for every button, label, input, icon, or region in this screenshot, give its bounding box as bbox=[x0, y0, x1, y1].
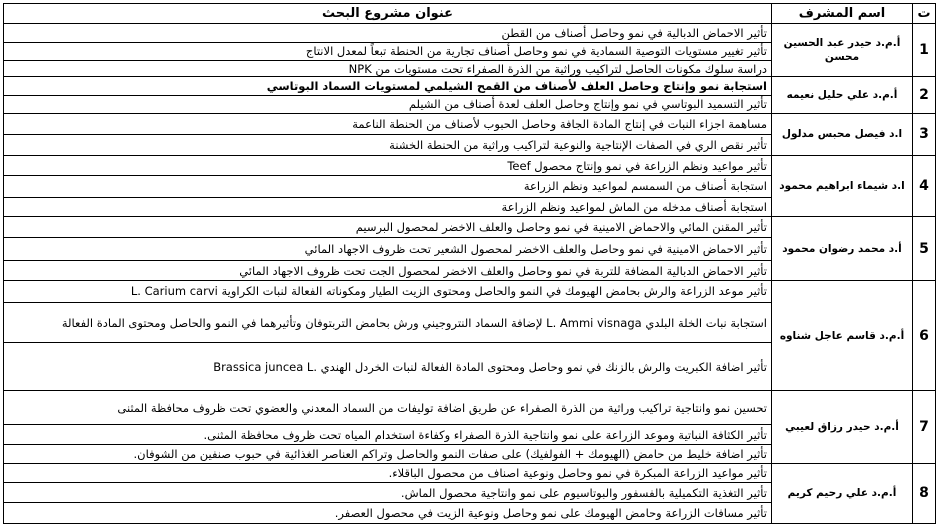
project-title: تأثير التسميد البوتاسي في نمو وإنتاج وحاصل العلف لعدة أصناف من الشيلم bbox=[4, 95, 772, 113]
header-row bbox=[4, 4, 936, 24]
project-title: تأثير المقنن المائي والاحماض الامينية في نمو وحاصل والعلف الاخضر لمحصول البرسيم bbox=[4, 217, 772, 238]
project-title: تأثير اضافة خليط من حامض (الهيومك + الفولفيك) على صفات النمو والحاصل وتراكم العناصر الغذائية في حبوب صنفين من الشوفان. bbox=[4, 445, 772, 463]
supervisor-name: أ.د محمد رضوان محمود bbox=[772, 217, 913, 281]
table-row bbox=[4, 24, 936, 42]
row-number: 2 bbox=[913, 77, 936, 114]
supervisor-name: ا.د شيماء ابراهيم محمود bbox=[772, 155, 913, 216]
supervisor-name: أ.م.د حيدر عبد الحسين محسن bbox=[772, 24, 913, 77]
supervisor-name: ا.د فيصل محبس مدلول bbox=[772, 114, 913, 156]
project-title: مساهمة اجزاء النبات في إنتاج المادة الجافة وحاصل الحبوب لأصناف من الحنطة الناعمة bbox=[4, 114, 772, 135]
table-row bbox=[4, 155, 936, 175]
supervisor-name: أ.م.د حيدر رزاق لعيبي bbox=[772, 391, 913, 463]
project-title: تأثير الاحماض الامينية في نمو وحاصل والعلف الاخضر لمحصول الشعير تحت ظروف الاجهاد المائي bbox=[4, 238, 772, 260]
project-title: تأثير مواعيد ونظم الزراعة في نمو وإنتاج محصول Teef bbox=[4, 155, 772, 175]
row-number: 6 bbox=[913, 281, 936, 391]
project-title: استجابة أصناف مدخله من الماش لمواعيد ونظم الزراعة bbox=[4, 197, 772, 216]
row-number: 7 bbox=[913, 391, 936, 463]
header-supervisor: اسم المشرف bbox=[772, 4, 913, 24]
table-row bbox=[4, 114, 936, 135]
project-title: تأثير مسافات الزراعة وحامض الهيومك على نمو وحاصل ونوعية الزيت في محصول العصفر. bbox=[4, 503, 772, 524]
project-title: تأثير الكثافة النباتية وموعد الزراعة على نمو وانتاجية الذرة الصفراء وكفاءة استخدام المياه تحت ظروف محافظة المثنى. bbox=[4, 424, 772, 444]
project-title: استجابة نبات الخلة البلدي L. Ammi visnaga لإضافة السماد النتروجيني ورش بحامض التربتوفان وتأثيرهما في النمو والحاصل ومحتوى المادة الفعالة bbox=[4, 302, 772, 343]
row-number: 4 bbox=[913, 155, 936, 216]
table-row bbox=[4, 217, 936, 238]
project-title: تأثير مواعيد الزراعة المبكرة في نمو وحاصل ونوعية اصناف من محصول الباقلاء. bbox=[4, 463, 772, 482]
table-row bbox=[4, 391, 936, 425]
project-title: تأثير تغيير مستويات التوصية السمادية في نمو وحاصل أصناف تجارية من الحنطة تبعاً لمعدل الانتاج bbox=[4, 42, 772, 60]
project-title: استجابة نمو وإنتاج وحاصل العلف لأصناف من القمح الشيلمي لمستويات السماد البوتاسي bbox=[4, 77, 772, 95]
supervisor-name: أ.م.د علي رحيم كريم bbox=[772, 463, 913, 523]
project-title: تأثير الاحماض الدبالية المضافة للتربة في نمو وحاصل والعلف الاخضر لمحصول الجت تحت ظروف الاجهاد المائي bbox=[4, 260, 772, 280]
table-row bbox=[4, 463, 936, 482]
supervisor-name: أ.م.د قاسم عاجل شناوه bbox=[772, 281, 913, 391]
project-title: تأثير موعد الزراعة والرش بحامض الهيومك في النمو والحاصل ومحتوى الزيت الطيار ومكوناته الفعالة لنبات الكراوية L. Carium carvi bbox=[4, 281, 772, 302]
row-number: 3 bbox=[913, 114, 936, 156]
project-title: استجابة أصناف من السمسم لمواعيد ونظم الزراعة bbox=[4, 176, 772, 197]
project-title: تحسين نمو وانتاجية تراكيب وراثية من الذرة الصفراء عن طريق اضافة توليفات من السماد المعدني والعضوي تحت ظروف محافظة المثنى bbox=[4, 391, 772, 425]
row-number: 8 bbox=[913, 463, 936, 523]
row-number: 5 bbox=[913, 217, 936, 281]
project-title: تأثير نقص الري في الصفات الإنتاجية والنوعية لتراكيب وراثية من الحنطة الخشنة bbox=[4, 135, 772, 155]
research-projects-table bbox=[3, 3, 936, 524]
header-num: ت bbox=[913, 4, 936, 24]
project-title: تأثير الاحماض الدبالية في نمو وحاصل أصناف من القطن bbox=[4, 24, 772, 42]
project-title: دراسة سلوك مكونات الحاصل لتراكيب وراثية من الذرة الصفراء تحت مستويات من NPK bbox=[4, 61, 772, 77]
row-number: 1 bbox=[913, 24, 936, 77]
header-title: عنوان مشروع البحث bbox=[4, 4, 772, 24]
supervisor-name: أ.م.د علي حليل نعيمه bbox=[772, 77, 913, 114]
project-title: تأثير اضافة الكبريت والرش بالزنك في نمو وحاصل ومحتوى المادة الفعالة لنبات الخردل الهندي .Brassica juncea L bbox=[4, 343, 772, 391]
table-row bbox=[4, 77, 936, 95]
project-title: تأثير التغذية التكميلية بالفسفور والبوتاسيوم على نمو وانتاجية محصول الماش. bbox=[4, 483, 772, 503]
table-row bbox=[4, 281, 936, 302]
